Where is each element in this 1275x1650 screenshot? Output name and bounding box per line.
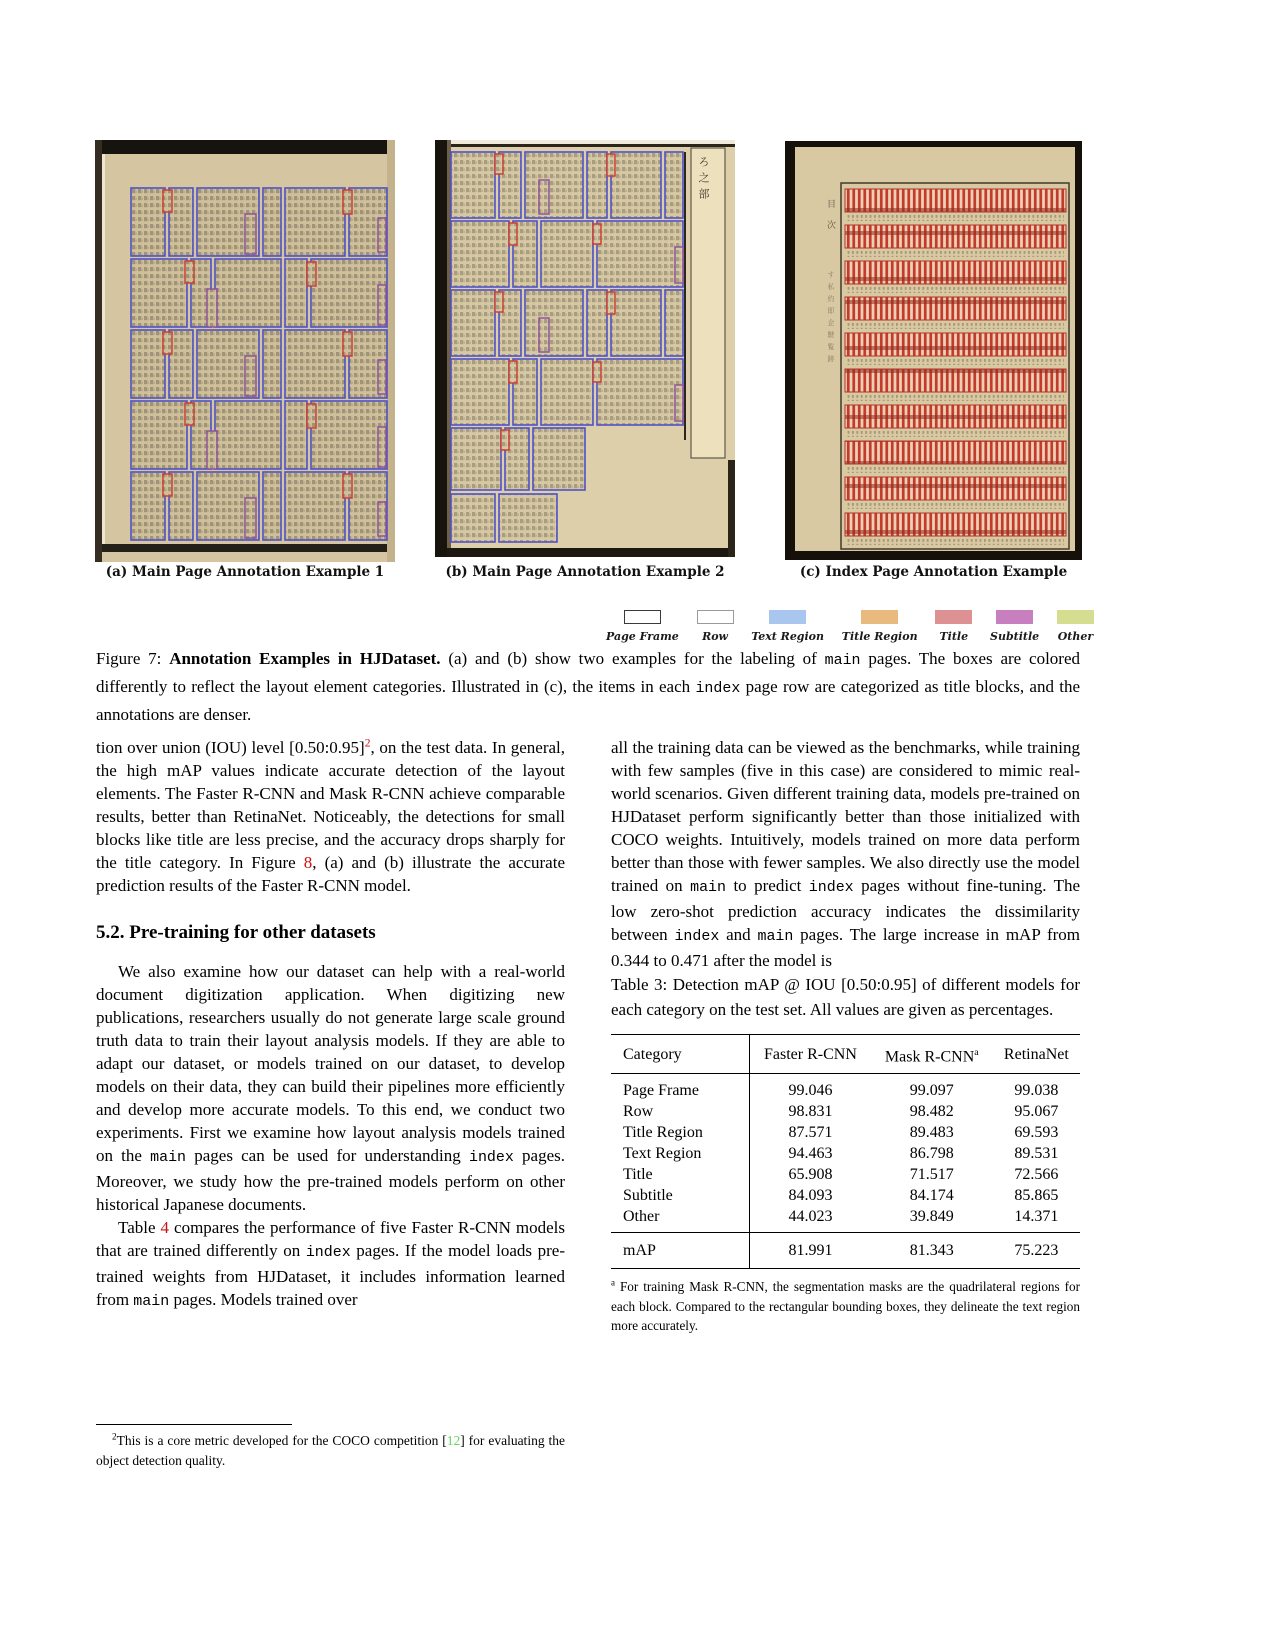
text-segment: index xyxy=(305,1245,351,1261)
table-cell: 89.483 xyxy=(909,1124,954,1142)
legend-label: Page Frame xyxy=(606,630,679,643)
text-segment: a xyxy=(611,1277,615,1288)
body-paragraph xyxy=(96,960,565,1216)
legend-swatch-page-frame xyxy=(624,610,661,624)
legend-label: Row xyxy=(702,630,729,643)
ref-link[interactable]: 12 xyxy=(446,1433,461,1448)
text-segment: compares the performance of five Faster R-CNN models that are trained differently on xyxy=(96,1218,566,1260)
table-cell: 75.223 xyxy=(1014,1242,1059,1260)
table-row xyxy=(611,1164,1080,1185)
figure-panel-a xyxy=(95,140,395,562)
text-segment: main xyxy=(757,929,794,945)
main-page-photo-a xyxy=(95,140,395,562)
main-page-photo-b xyxy=(435,140,735,557)
figure-caption xyxy=(96,646,1080,728)
table-cell: 99.038 xyxy=(1014,1082,1059,1100)
text-segment: , (a) and (b) illustrate the accurate prediction results of the Faster R-CNN model. xyxy=(96,853,565,895)
ref-link[interactable]: 8 xyxy=(303,853,313,872)
legend-swatch-subtitle xyxy=(996,610,1033,624)
table-footnote xyxy=(611,1277,1080,1336)
text-segment: pages without fine-tuning. The low zero-shot prediction accuracy indicates the dissimilarity between xyxy=(611,876,1081,944)
table-cell: Title Region xyxy=(611,1122,750,1143)
legend-swatch-row xyxy=(697,610,734,624)
text-segment: main xyxy=(150,1150,187,1166)
legend-item xyxy=(1057,610,1094,643)
legend-swatch-title xyxy=(935,610,972,624)
table-cell: 81.343 xyxy=(909,1242,954,1260)
table-cell: 98.831 xyxy=(788,1103,833,1121)
text-segment: pages. The large increase in mAP from 0.344 to 0.471 after the model is xyxy=(611,925,1080,970)
table-row xyxy=(611,1122,1080,1143)
text-segment: to predict xyxy=(726,876,809,895)
text-segment: and xyxy=(719,925,758,944)
table-cell: 86.798 xyxy=(909,1145,954,1163)
table-cell: 65.908 xyxy=(788,1166,833,1184)
table-row xyxy=(611,1143,1080,1164)
table-cell: Title xyxy=(611,1164,750,1185)
table-cell: 39.849 xyxy=(909,1208,954,1226)
text-segment: index xyxy=(808,880,854,896)
table-cell: 95.067 xyxy=(1014,1103,1059,1121)
table-cell: Category xyxy=(611,1035,750,1074)
annotation-boxes-a xyxy=(131,188,387,540)
table-cell: 99.097 xyxy=(909,1082,954,1100)
table-row xyxy=(611,1101,1080,1122)
legend-item xyxy=(842,610,918,643)
table-cell: 87.571 xyxy=(788,1124,833,1142)
table-cell: 44.023 xyxy=(788,1208,833,1226)
table-row xyxy=(611,1206,1080,1233)
figure-panel-c xyxy=(785,141,1082,560)
text-segment: page row are categorized as title blocks, and the annotations are denser. xyxy=(96,677,1080,724)
text-segment: Figure 7: xyxy=(96,649,170,668)
figure-legend xyxy=(606,610,1094,643)
table-cell: 98.482 xyxy=(909,1103,954,1121)
legend-item xyxy=(606,610,679,643)
table-cell: Row xyxy=(611,1101,750,1122)
text-segment: index xyxy=(468,1150,514,1166)
text-segment: We also examine how our dataset can help with a real-world document digitization application. When digitizing new publications, researchers usually do not generate large scale ground truth data to train their layout analysis models. If they are able to adapt our dataset, or models trained on our dataset, to develop models on their data, they can build their pipelines more efficiently and develop more accurate models. To this end, we conduct two experiments. First we examine how layout analysis models trained on the xyxy=(96,962,565,1165)
table-cell: 14.371 xyxy=(1014,1208,1059,1226)
text-segment: pages. If the model loads pre-trained weights from HJDataset, it includes information learned from xyxy=(96,1241,565,1309)
panel-caption-b: (b) Main Page Annotation Example 2 xyxy=(445,564,725,580)
legend-item xyxy=(990,610,1039,643)
text-segment: main xyxy=(690,880,727,896)
results-table xyxy=(611,1034,1080,1269)
panel-c-margin-text-2: す私約即企駛覧跡 xyxy=(827,271,835,367)
panel-c-margin-text: 目次 xyxy=(825,199,835,241)
table-cell: 84.174 xyxy=(909,1187,954,1205)
table-cell: Text Region xyxy=(611,1143,750,1164)
table-cell: RetinaNet xyxy=(1003,1046,1069,1064)
text-segment: ] for evaluating the object detection quality. xyxy=(96,1433,565,1468)
text-segment: For training Mask R-CNN, the segmentation masks are the quadrilateral regions for each block. Compared to the rectangular bounding boxes, they delineate the text region more accurately. xyxy=(611,1279,1080,1334)
text-segment: (a) and (b) show two examples for the labeling of xyxy=(440,649,825,668)
text-segment: 2 xyxy=(112,1431,117,1442)
table-cell: Mask R-CNN$^a$ xyxy=(884,1047,979,1066)
text-segment: Table xyxy=(118,1218,161,1237)
legend-swatch-title-region xyxy=(861,610,898,624)
table-row xyxy=(611,1185,1080,1206)
text-segment: index xyxy=(695,681,741,697)
table-cell: Page Frame xyxy=(611,1074,750,1102)
text-segment: index xyxy=(674,929,720,945)
table-caption: Table 3: Detection mAP @ IOU [0.50:0.95] of different models for each category on the test set. All values are given as percentages. xyxy=(611,975,1080,1019)
text-segment: tion over union (IOU) level [0.50:0.95] xyxy=(96,738,365,757)
legend-label: Subtitle xyxy=(990,630,1040,643)
panel-caption-c: (c) Index Page Annotation Example xyxy=(799,564,1068,580)
table-row xyxy=(611,1074,1080,1102)
table-cell: 81.991 xyxy=(788,1242,833,1260)
table-cell: Faster R-CNN xyxy=(764,1046,857,1064)
text-segment: main xyxy=(133,1294,170,1310)
text-segment: This is a core metric developed for the COCO competition [ xyxy=(116,1433,447,1448)
legend-swatch-text-region xyxy=(769,610,806,624)
page-footnote xyxy=(96,1424,565,1471)
right-column xyxy=(611,736,1080,1336)
text-segment: main xyxy=(824,653,861,669)
table-cell: 69.593 xyxy=(1014,1124,1059,1142)
body-paragraph xyxy=(611,736,1080,972)
text-segment: , on the test data. In general, the high mAP values indicate accurate detection of the layout elements. The Faster R-CNN and Mask R-CNN achieve comparable results, better than RetinaNet. Noticeably, the detections for small blocks like title are less precise, and the accuracy drops sharply for the title category. In Figure xyxy=(96,738,566,872)
legend-item xyxy=(935,610,972,643)
table-cell: 99.046 xyxy=(788,1082,833,1100)
table-cell: Other xyxy=(611,1206,750,1233)
left-column xyxy=(96,736,565,1314)
panel-b-tab-text: ろ之部 xyxy=(697,156,710,204)
text-segment: pages. Models trained over xyxy=(169,1290,358,1309)
legend-label: Other xyxy=(1057,630,1094,643)
panel-caption-a: (a) Main Page Annotation Example 1 xyxy=(105,564,385,580)
ref-link[interactable]: 4 xyxy=(160,1218,170,1237)
text-segment: all the training data can be viewed as the benchmarks, while training with few samples (five in this case) are considered to mimic real-world scenarios. Given different training data, models pre-trained on HJDataset perform significantly better than those initialized with COCO weights. Intuitively, models trained on more data perform better than those with fewer samples. We also directly use the model trained on xyxy=(611,738,1080,895)
table-cell: Subtitle xyxy=(611,1185,750,1206)
text-segment: pages. Moreover, we study how the pre-trained models perform on other historical Japanese documents. xyxy=(96,1146,565,1214)
text-segment: pages. The boxes are colored differently to reflect the layout element categories. Illustrated in (c), the items in each xyxy=(96,649,1080,696)
legend-item xyxy=(751,610,824,643)
footnote-rule xyxy=(96,1424,292,1425)
text-segment: Annotation Examples in HJDataset. xyxy=(169,649,441,668)
footnote-text xyxy=(96,1431,565,1471)
legend-label: Title Region xyxy=(841,630,918,643)
figure-panel-b xyxy=(435,140,735,557)
table-cell: 85.865 xyxy=(1014,1187,1059,1205)
table-row-map xyxy=(611,1233,1080,1269)
section-heading: 5.2. Pre-training for other datasets xyxy=(96,922,376,943)
text-segment: pages can be used for understanding xyxy=(186,1146,469,1165)
table-cell: 89.531 xyxy=(1014,1145,1059,1163)
legend-label: Text Region xyxy=(751,630,825,643)
body-paragraph xyxy=(96,1216,565,1314)
legend-label: Title xyxy=(939,630,969,643)
table-cell: 84.093 xyxy=(788,1187,833,1205)
table-cell: 71.517 xyxy=(909,1166,954,1184)
table-cell: mAP xyxy=(611,1233,750,1269)
body-paragraph xyxy=(96,736,565,897)
table-cell: 72.566 xyxy=(1014,1166,1059,1184)
legend-item xyxy=(697,610,734,643)
ref-link[interactable]: 2 xyxy=(364,736,371,750)
table-cell: 94.463 xyxy=(788,1145,833,1163)
legend-swatch-other xyxy=(1057,610,1094,624)
